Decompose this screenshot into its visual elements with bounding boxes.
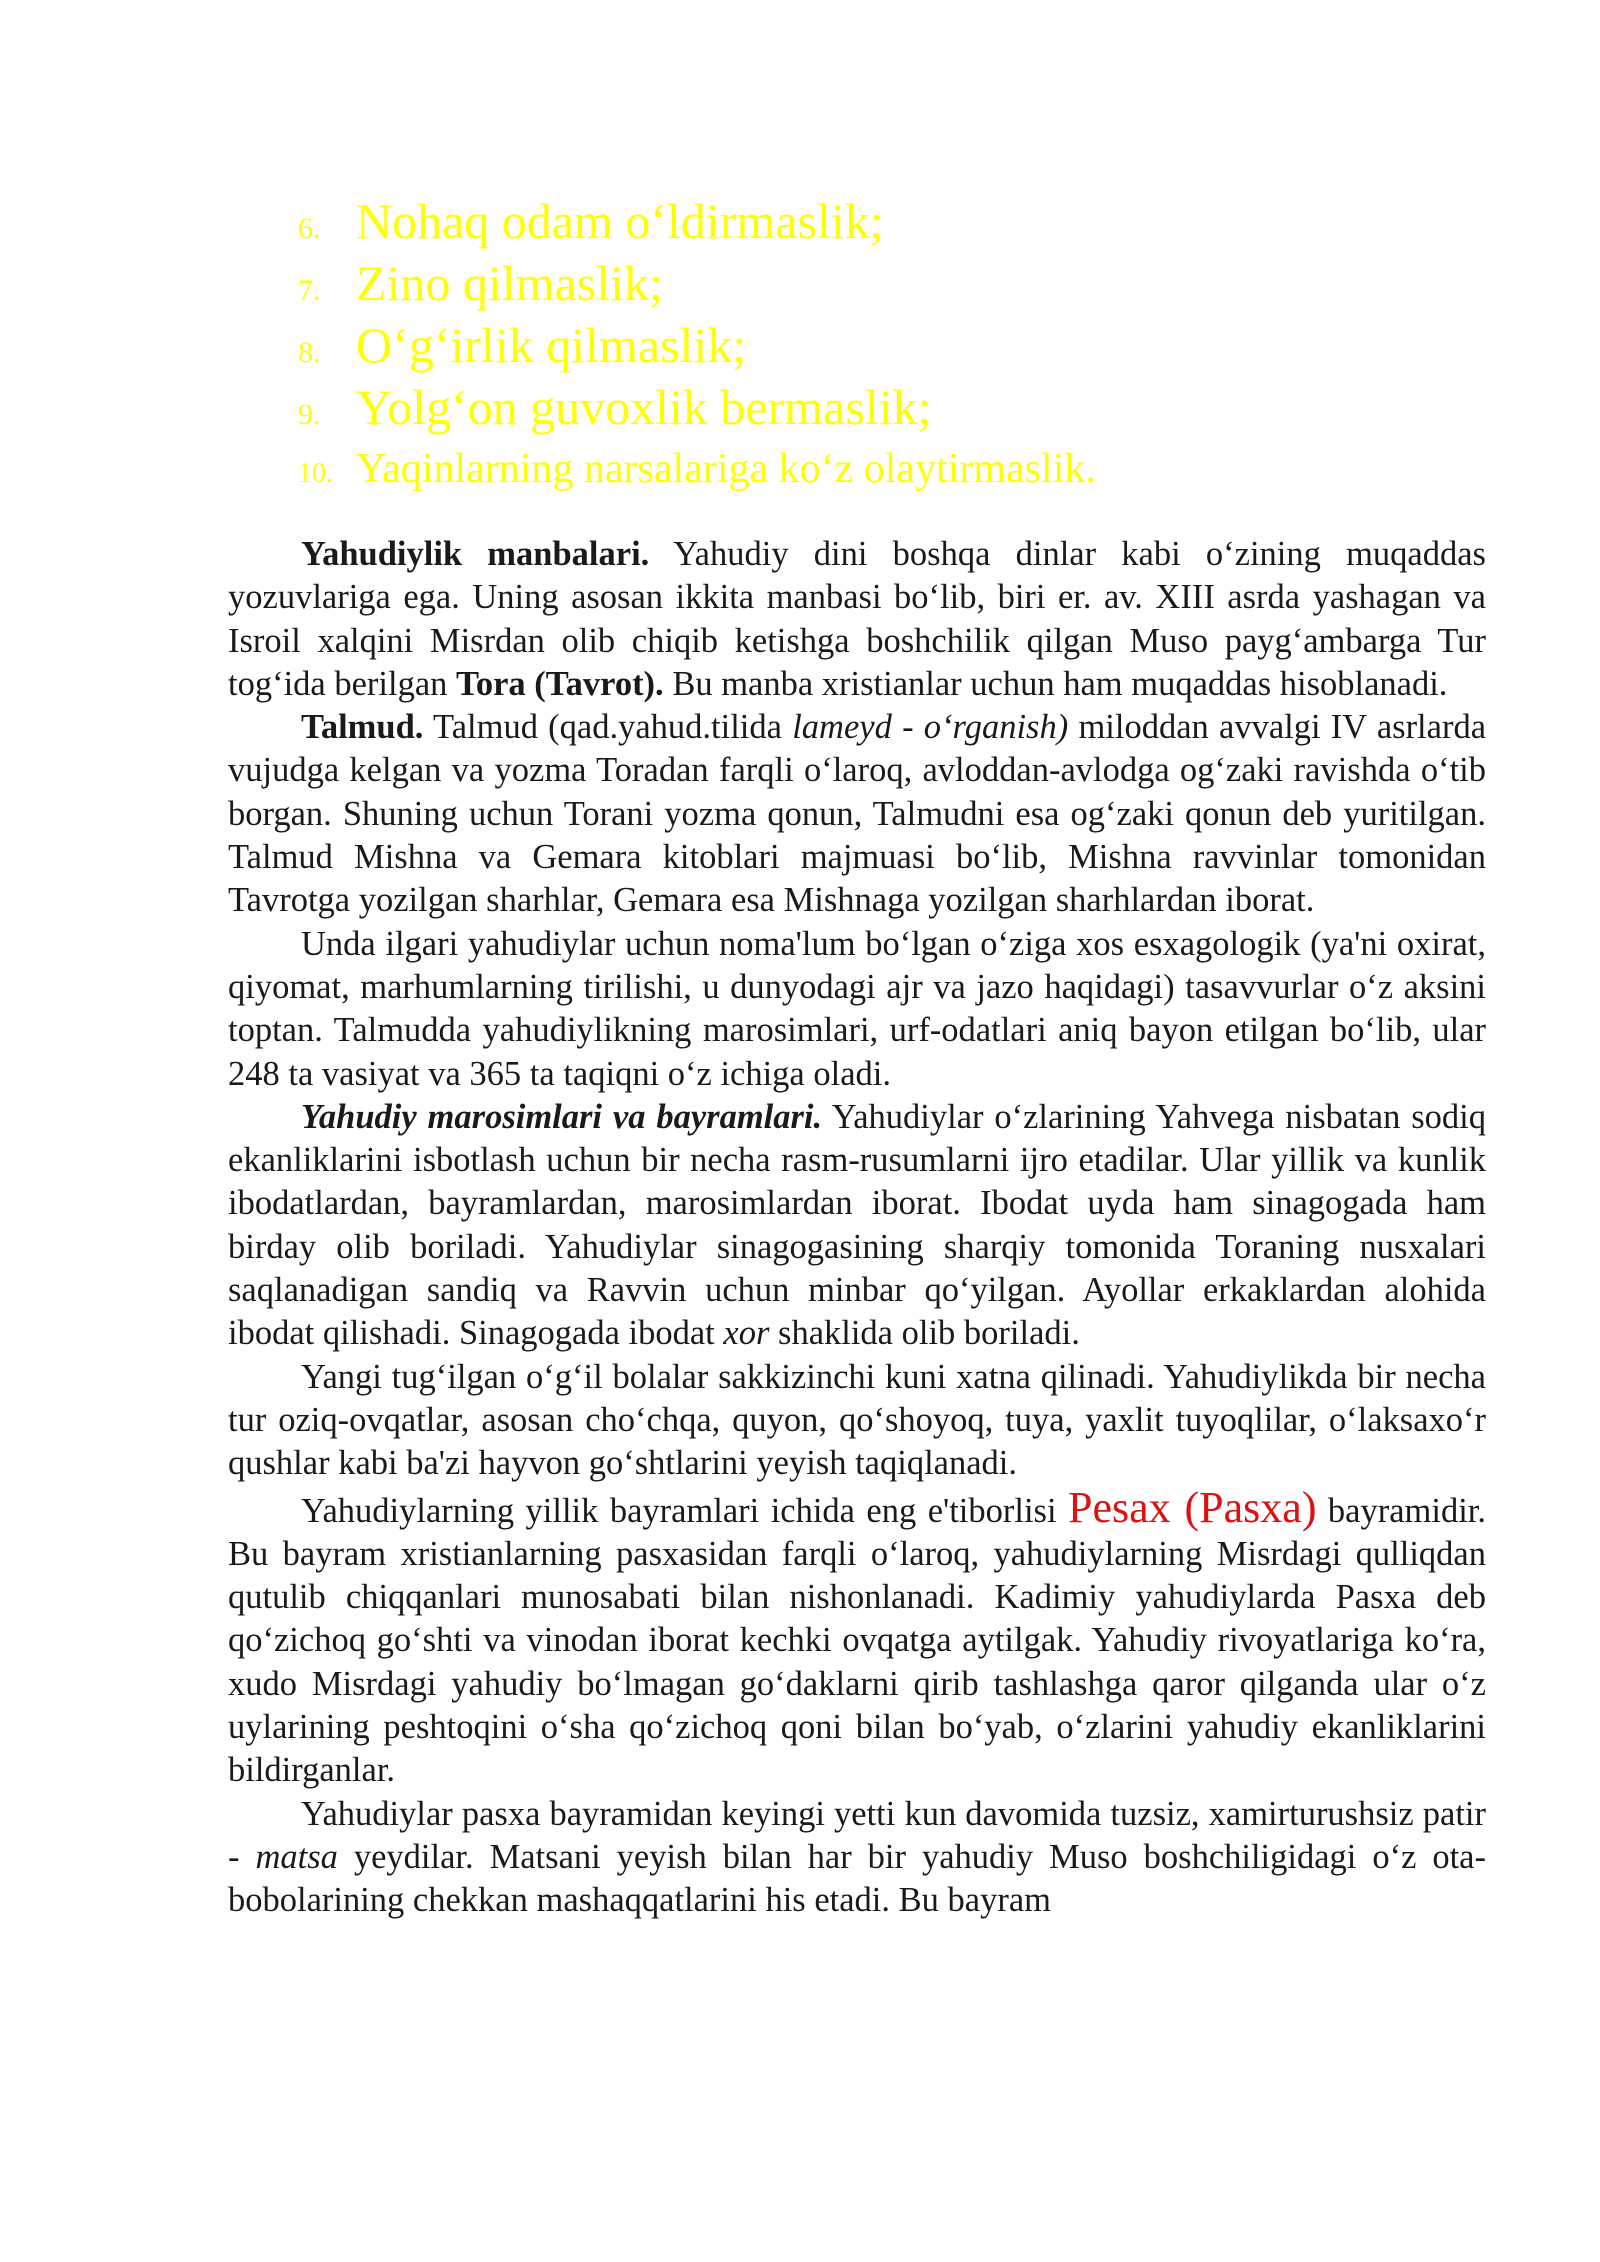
paragraph-matsa: [228, 1793, 1486, 1923]
term-italic: lameyd - o‘rganish): [792, 708, 1069, 747]
paragraph-eschatology: Unda ilgari yahudiylar uchun noma'lum bo‘lgan o‘ziga xos esxagologik (ya'ni oxirat, qiyomat, marhumlarning tirilishi, u dunyodagi ajr va jazo haqidagi) tasavvurlar o‘z aksini toptan. Talmudda yahudiylikning marosimlari, urf-odatlari aniq bayon etilgan bo‘lib, ular 248 ta vasiyat va 365 ta taqiqni o‘z ichiga oladi.: [228, 924, 1486, 1093]
list-text: Nohaq odam o‘ldirmaslik;: [356, 193, 884, 249]
paragraph-text: Yahudiylarning yillik bayramlari ichida eng e'tiborlisi: [301, 1491, 1069, 1530]
paragraph-text: bayramidir. Bu bayram xristianlarning pasxasidan farqli o‘laroq, yahudiylarning Misrdagi qulliqdan qutulib chiqqanlari munosabati bilan nishonlanadi. Kadimiy yahudiylarda Pasxa deb qo‘zichoq go‘shti va vinodan iborat kechki ovqatga aytilgak. Yahudiy rivoyatlariga ko‘ra, xudo Misrdagi yahudiy bo‘lmagan go‘daklarni qirib tashlashga qaror qilganda ular o‘z uylarining peshtoqini o‘sha qo‘zichoq qoni bilan bo‘yab, o‘zlarini yahudiy ekanliklarini bildirganlar.: [228, 1491, 1486, 1790]
paragraph-text: Talmud (qad.yahud.tilida: [423, 708, 793, 747]
paragraph-text: yeydilar. Matsani yeyish bilan har bir yahudiy Muso boshchiligidagi o‘z ota-bobolarining chekkan mashaqqatlarini his etadi. Bu bayram: [228, 1837, 1486, 1920]
paragraph-talmud: [228, 706, 1486, 922]
list-item: [298, 314, 1096, 376]
list-number: 6.: [298, 212, 321, 245]
highlight-term: Pesax (Pasxa): [1068, 1482, 1317, 1532]
list-text: O‘g‘irlik qilmaslik;: [356, 317, 747, 373]
list-text: Yaqinlarning narsalariga ko‘z olaytirmaslik.: [356, 446, 1096, 492]
paragraph-text: Yahudiylar pasxa bayramidan keyingi yetti kun davomida tuzsiz, xamirturushsiz patir -: [228, 1794, 1486, 1876]
list-item: [298, 252, 1096, 314]
paragraph-food: Yangi tug‘ilgan o‘g‘il bolalar sakkizinchi kuni xatna qilinadi. Yahudiylikda bir necha tur oziq-ovqatlar, asosan cho‘chqa, quyon, qo‘shoyoq, tuya, yaxlit tuyoqlilar, o‘laksaxo‘r qushlar kabi ba'zi hayvon go‘shtlarini yeyish taqiqlanadi.: [228, 1357, 1486, 1483]
paragraph-text: Bu manba xristianlar uchun ham muqaddas hisoblanadi.: [663, 664, 1448, 703]
paragraph-text: Yahudiy dini boshqa dinlar kabi o‘zining muqaddas yozuvlariga ega. Uning asosan ikkita manbasi bo‘lib, biri er. av. XIII asrda yashagan va Isroil xalqini Misrdan olib chiqib ketishga boshchilik qilgan Muso payg‘ambarga Tur tog‘ida berilgan: [228, 535, 1486, 703]
list-number: 9.: [298, 398, 321, 431]
list-item: [298, 190, 1096, 252]
paragraph-text: shaklida olib boriladi.: [769, 1314, 1080, 1353]
term-italic: xor: [723, 1314, 770, 1353]
body-text: [228, 533, 1486, 1923]
term-italic: matsa: [255, 1837, 338, 1876]
paragraph-text: miloddan avvalgi IV asrlarda vujudga kelgan va yozma Toradan farqli o‘laroq, avloddan-avlodga og‘zaki ravishda o‘tib borgan. Shuning uchun Torani yozma qonun, Talmudni esa og‘zaki qonun deb yuritilgan. Talmud Mishna va Gemara kitoblari majmuasi bo‘lib, Mishna ravvinlar tomonidan Tavrotga yozilgan sharhlar, Gemara esa Mishnaga yozilgan sharhlardan iborat.: [228, 708, 1487, 920]
section-heading: Yahudiylik manbalari.: [301, 535, 650, 573]
term-bold: Tora (Tavrot).: [456, 664, 664, 703]
list-number: 8.: [298, 336, 321, 369]
section-heading: Talmud.: [301, 708, 424, 747]
paragraph-pesax: [228, 1482, 1486, 1793]
section-heading: Yahudiy marosimlari va bayramlari.: [301, 1097, 823, 1136]
paragraph-text: Yahudiylar o‘zlarining Yahvega nisbatan sodiq ekanliklarini isbotlash uchun bir necha rasm-rusumlarni ijro etadilar. Ular yillik va kunlik ibodatlardan, bayramlardan, marosimlardan iborat. Ibodat uyda ham sinagogada ham birday olib boriladi. Yahudiylar sinagogasining sharqiy tomonida Toraning nusxalari saqlanadigan sandiq va Ravvin uchun minbar qo‘yilgan. Ayollar erkaklardan alohida ibodat qilishadi. Sinagogada ibodat: [228, 1097, 1486, 1353]
list-text: Zino qilmaslik;: [356, 255, 663, 311]
paragraph-sources: [228, 533, 1486, 706]
paragraph-rituals: [228, 1096, 1486, 1356]
list-text: Yolg‘on guvoxlik bermaslik;: [356, 379, 932, 435]
commandments-list: [298, 190, 1096, 500]
list-number: 7.: [298, 274, 321, 307]
list-item: [298, 376, 1096, 438]
list-number: 10.: [298, 458, 333, 489]
list-item: [298, 438, 1096, 500]
